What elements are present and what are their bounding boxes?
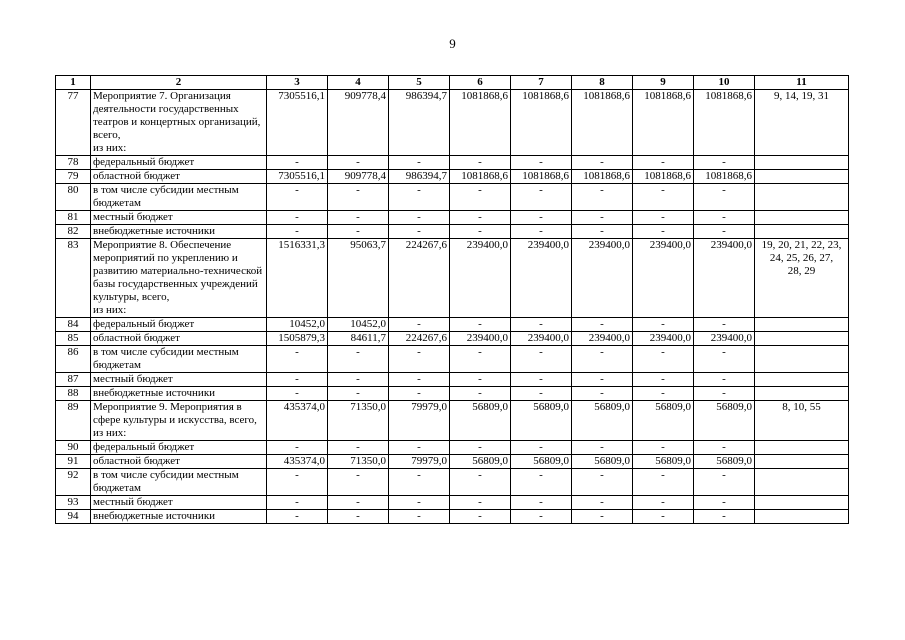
header-cell-7: 7 (511, 76, 572, 90)
value-cell: - (450, 510, 511, 524)
row-name-cell: областной бюджет (91, 455, 267, 469)
value-cell: - (389, 469, 450, 496)
value-cell: 56809,0 (511, 401, 572, 441)
row-number-cell: 88 (56, 387, 91, 401)
indicator-ref-cell: 8, 10, 55 (755, 401, 849, 441)
indicator-ref-cell (755, 225, 849, 239)
value-cell: - (267, 510, 328, 524)
value-cell: - (328, 387, 389, 401)
value-cell: - (267, 211, 328, 225)
value-cell: 239400,0 (450, 239, 511, 318)
row-number-cell: 93 (56, 496, 91, 510)
header-cell-11: 11 (755, 76, 849, 90)
value-cell: - (389, 496, 450, 510)
value-cell: 56809,0 (633, 455, 694, 469)
table-row (56, 387, 849, 401)
indicator-ref-cell (755, 346, 849, 373)
value-cell: 239400,0 (694, 332, 755, 346)
indicator-ref-cell (755, 441, 849, 455)
value-cell: - (694, 373, 755, 387)
row-number-cell: 79 (56, 170, 91, 184)
value-cell: - (572, 469, 633, 496)
value-cell: - (572, 510, 633, 524)
value-cell: 1081868,6 (450, 90, 511, 156)
row-name-cell: федеральный бюджет (91, 318, 267, 332)
indicator-ref-cell (755, 510, 849, 524)
value-cell: - (389, 211, 450, 225)
value-cell: - (694, 510, 755, 524)
header-cell-9: 9 (633, 76, 694, 90)
value-cell: - (511, 318, 572, 332)
header-cell-5: 5 (389, 76, 450, 90)
table-row (56, 441, 849, 455)
header-cell-8: 8 (572, 76, 633, 90)
value-cell: - (450, 211, 511, 225)
value-cell: - (328, 225, 389, 239)
value-cell: 239400,0 (633, 239, 694, 318)
value-cell: 435374,0 (267, 401, 328, 441)
value-cell: 56809,0 (633, 401, 694, 441)
value-cell: 435374,0 (267, 455, 328, 469)
indicator-ref-cell (755, 332, 849, 346)
value-cell: - (572, 441, 633, 455)
table-row (56, 239, 849, 318)
indicator-ref-cell (755, 373, 849, 387)
header-cell-1: 1 (56, 76, 91, 90)
value-cell: - (572, 496, 633, 510)
table-header-row (56, 76, 849, 90)
table-row (56, 455, 849, 469)
value-cell: - (633, 156, 694, 170)
value-cell: 909778,4 (328, 170, 389, 184)
value-cell: 239400,0 (633, 332, 694, 346)
header-cell-10: 10 (694, 76, 755, 90)
value-cell: - (389, 373, 450, 387)
value-cell: - (511, 469, 572, 496)
indicator-ref-cell: 19, 20, 21, 22, 23, 24, 25, 26, 27, 28, 29 (755, 239, 849, 318)
row-number-cell: 78 (56, 156, 91, 170)
value-cell: - (389, 387, 450, 401)
value-cell: 1081868,6 (511, 170, 572, 184)
indicator-ref-cell (755, 318, 849, 332)
value-cell: - (450, 373, 511, 387)
value-cell: - (450, 496, 511, 510)
value-cell: - (267, 387, 328, 401)
table-row (56, 90, 849, 156)
row-name-cell: федеральный бюджет (91, 156, 267, 170)
table-row (56, 346, 849, 373)
value-cell: 1516331,3 (267, 239, 328, 318)
value-cell: 239400,0 (450, 332, 511, 346)
value-cell: - (267, 469, 328, 496)
value-cell: - (633, 318, 694, 332)
value-cell: - (328, 156, 389, 170)
value-cell: 7305516,1 (267, 170, 328, 184)
header-cell-4: 4 (328, 76, 389, 90)
value-cell: - (389, 510, 450, 524)
value-cell: 239400,0 (572, 239, 633, 318)
row-number-cell: 90 (56, 441, 91, 455)
value-cell: - (328, 510, 389, 524)
value-cell: - (633, 441, 694, 455)
value-cell: - (511, 346, 572, 373)
value-cell: - (511, 496, 572, 510)
value-cell: - (328, 211, 389, 225)
row-name-cell: в том числе субсидии местным бюджетам (91, 184, 267, 211)
row-number-cell: 89 (56, 401, 91, 441)
row-name-cell: внебюджетные источники (91, 510, 267, 524)
value-cell: - (450, 346, 511, 373)
value-cell: - (267, 225, 328, 239)
value-cell: - (572, 225, 633, 239)
value-cell: 95063,7 (328, 239, 389, 318)
table-row (56, 184, 849, 211)
indicator-ref-cell (755, 170, 849, 184)
row-name-cell: Мероприятие 7. Организация деятельности государственных театров и концертных организаций, всего, из них: (91, 90, 267, 156)
value-cell: 56809,0 (694, 401, 755, 441)
indicator-ref-cell (755, 469, 849, 496)
budget-table (55, 75, 849, 524)
indicator-ref-cell (755, 184, 849, 211)
value-cell: - (694, 469, 755, 496)
table-row (56, 156, 849, 170)
value-cell: - (450, 387, 511, 401)
table-row (56, 373, 849, 387)
value-cell: - (694, 318, 755, 332)
value-cell: - (633, 346, 694, 373)
table-row (56, 225, 849, 239)
value-cell: 986394,7 (389, 90, 450, 156)
value-cell: - (572, 346, 633, 373)
value-cell: 1081868,6 (572, 170, 633, 184)
value-cell: 1505879,3 (267, 332, 328, 346)
value-cell: 239400,0 (572, 332, 633, 346)
value-cell: - (633, 184, 694, 211)
value-cell: - (328, 184, 389, 211)
value-cell: - (572, 156, 633, 170)
value-cell: 1081868,6 (694, 170, 755, 184)
value-cell: - (511, 510, 572, 524)
value-cell: 7305516,1 (267, 90, 328, 156)
value-cell: 71350,0 (328, 401, 389, 441)
value-cell: - (694, 441, 755, 455)
value-cell: 224267,6 (389, 332, 450, 346)
row-number-cell: 92 (56, 469, 91, 496)
indicator-ref-cell (755, 211, 849, 225)
table-row (56, 496, 849, 510)
table-row (56, 318, 849, 332)
value-cell: - (450, 469, 511, 496)
value-cell: 1081868,6 (633, 90, 694, 156)
value-cell: - (389, 441, 450, 455)
value-cell: - (633, 373, 694, 387)
value-cell: - (694, 387, 755, 401)
value-cell: - (389, 318, 450, 332)
row-name-cell: Мероприятие 8. Обеспечение мероприятий по укреплению и развитию материально-технической базы государственных учреждений культуры, всего, из них: (91, 239, 267, 318)
header-cell-6: 6 (450, 76, 511, 90)
table-row (56, 401, 849, 441)
value-cell: - (450, 184, 511, 211)
value-cell: 71350,0 (328, 455, 389, 469)
value-cell: 239400,0 (511, 239, 572, 318)
value-cell: - (511, 225, 572, 239)
row-number-cell: 87 (56, 373, 91, 387)
indicator-ref-cell (755, 455, 849, 469)
value-cell: - (511, 373, 572, 387)
value-cell: - (633, 510, 694, 524)
value-cell: 239400,0 (511, 332, 572, 346)
value-cell: - (633, 387, 694, 401)
value-cell: 1081868,6 (511, 90, 572, 156)
value-cell: 1081868,6 (633, 170, 694, 184)
row-name-cell: областной бюджет (91, 332, 267, 346)
value-cell: 79979,0 (389, 455, 450, 469)
row-name-cell: в том числе субсидии местным бюджетам (91, 469, 267, 496)
indicator-ref-cell (755, 156, 849, 170)
row-name-cell: Мероприятие 9. Мероприятия в сфере культуры и искусства, всего, из них: (91, 401, 267, 441)
value-cell: - (267, 373, 328, 387)
row-number-cell: 84 (56, 318, 91, 332)
page-number: 9 (449, 36, 456, 51)
value-cell: - (328, 441, 389, 455)
indicator-ref-cell (755, 496, 849, 510)
value-cell: - (267, 496, 328, 510)
row-name-cell: в том числе субсидии местным бюджетам (91, 346, 267, 373)
value-cell: 84611,7 (328, 332, 389, 346)
value-cell: - (572, 373, 633, 387)
row-number-cell: 86 (56, 346, 91, 373)
value-cell: - (633, 211, 694, 225)
row-number-cell: 85 (56, 332, 91, 346)
value-cell: - (389, 156, 450, 170)
value-cell: 56809,0 (694, 455, 755, 469)
row-name-cell: внебюджетные источники (91, 387, 267, 401)
value-cell: - (450, 318, 511, 332)
value-cell: 10452,0 (328, 318, 389, 332)
row-name-cell: федеральный бюджет (91, 441, 267, 455)
value-cell: - (389, 184, 450, 211)
value-cell: 1081868,6 (450, 170, 511, 184)
row-number-cell: 82 (56, 225, 91, 239)
value-cell: - (572, 318, 633, 332)
value-cell: - (694, 184, 755, 211)
value-cell: - (572, 184, 633, 211)
row-name-cell: областной бюджет (91, 170, 267, 184)
value-cell: - (450, 441, 511, 455)
value-cell: 1081868,6 (694, 90, 755, 156)
row-number-cell: 77 (56, 90, 91, 156)
header-cell-3: 3 (267, 76, 328, 90)
value-cell: 56809,0 (450, 401, 511, 441)
table-row (56, 211, 849, 225)
value-cell: 56809,0 (572, 455, 633, 469)
value-cell: - (633, 496, 694, 510)
value-cell: - (267, 441, 328, 455)
row-name-cell: местный бюджет (91, 211, 267, 225)
value-cell: 56809,0 (450, 455, 511, 469)
value-cell: - (694, 346, 755, 373)
value-cell: - (572, 211, 633, 225)
value-cell: 56809,0 (511, 455, 572, 469)
value-cell: - (572, 387, 633, 401)
value-cell: - (694, 156, 755, 170)
value-cell: - (450, 156, 511, 170)
value-cell: - (267, 156, 328, 170)
value-cell: - (511, 156, 572, 170)
value-cell: - (511, 184, 572, 211)
table-row (56, 469, 849, 496)
value-cell: - (389, 346, 450, 373)
row-number-cell: 91 (56, 455, 91, 469)
value-cell: - (694, 496, 755, 510)
value-cell: 10452,0 (267, 318, 328, 332)
value-cell: - (511, 387, 572, 401)
value-cell: 239400,0 (694, 239, 755, 318)
indicator-ref-cell (755, 387, 849, 401)
value-cell: - (328, 496, 389, 510)
indicator-ref-cell: 9, 14, 19, 31 (755, 90, 849, 156)
value-cell: - (511, 441, 572, 455)
value-cell: - (694, 211, 755, 225)
header-cell-2: 2 (91, 76, 267, 90)
value-cell: - (511, 211, 572, 225)
value-cell: - (450, 225, 511, 239)
value-cell: - (267, 346, 328, 373)
value-cell: 986394,7 (389, 170, 450, 184)
table-row (56, 332, 849, 346)
row-number-cell: 80 (56, 184, 91, 211)
row-number-cell: 81 (56, 211, 91, 225)
value-cell: - (328, 469, 389, 496)
value-cell: - (633, 469, 694, 496)
value-cell: 909778,4 (328, 90, 389, 156)
table-row (56, 510, 849, 524)
value-cell: - (328, 373, 389, 387)
row-name-cell: местный бюджет (91, 496, 267, 510)
value-cell: - (389, 225, 450, 239)
value-cell: 224267,6 (389, 239, 450, 318)
row-name-cell: местный бюджет (91, 373, 267, 387)
row-number-cell: 94 (56, 510, 91, 524)
value-cell: 1081868,6 (572, 90, 633, 156)
value-cell: - (267, 184, 328, 211)
value-cell: 79979,0 (389, 401, 450, 441)
table-row (56, 170, 849, 184)
value-cell: 56809,0 (572, 401, 633, 441)
value-cell: - (633, 225, 694, 239)
value-cell: - (328, 346, 389, 373)
row-number-cell: 83 (56, 239, 91, 318)
value-cell: - (694, 225, 755, 239)
row-name-cell: внебюджетные источники (91, 225, 267, 239)
